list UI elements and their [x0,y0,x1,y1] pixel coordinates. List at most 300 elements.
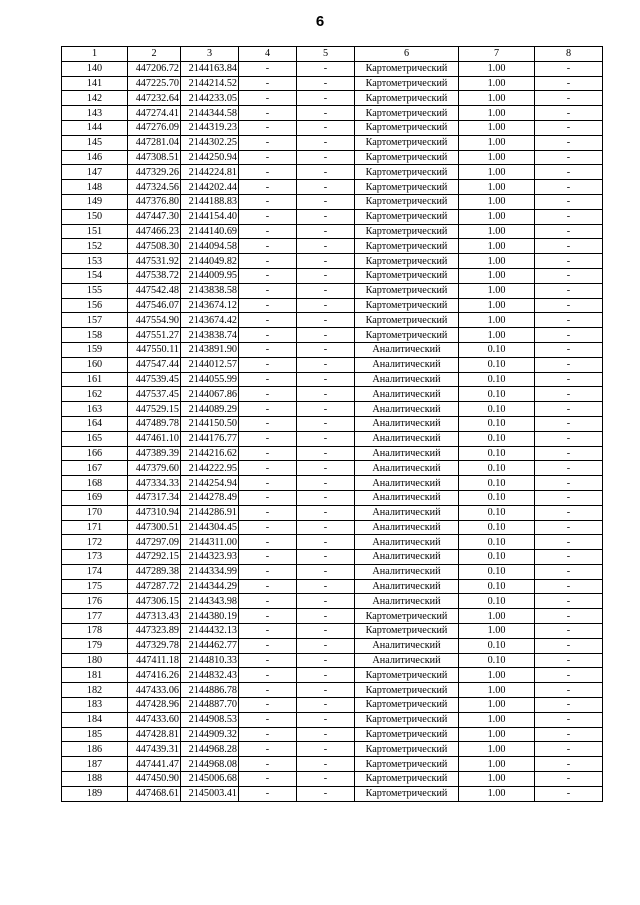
column-4-cell: - [239,535,297,550]
column-5-cell: - [297,609,355,624]
method-cell: Картометрический [355,313,459,328]
column-4-cell: - [239,579,297,594]
method-cell: Картометрический [355,224,459,239]
column-5-cell: - [297,594,355,609]
table-row [62,120,603,135]
x-coordinate-cell: 447508.30 [128,239,181,254]
column-4-cell: - [239,609,297,624]
x-coordinate-cell: 447297.09 [128,535,181,550]
y-coordinate-cell: 2144188.83 [181,194,239,209]
accuracy-cell: 1.00 [459,298,535,313]
table-body [62,61,603,801]
x-coordinate-cell: 447329.26 [128,165,181,180]
y-coordinate-cell: 2144968.28 [181,742,239,757]
x-coordinate-cell: 447538.72 [128,268,181,283]
y-coordinate-cell: 2143674.12 [181,298,239,313]
point-number-cell: 172 [62,535,128,550]
method-cell: Аналитический [355,564,459,579]
column-5-cell: - [297,268,355,283]
accuracy-cell: 1.00 [459,712,535,727]
column-5-cell: - [297,757,355,772]
column-5-cell: - [297,239,355,254]
column-4-cell: - [239,120,297,135]
method-cell: Картометрический [355,298,459,313]
table-row [62,786,603,801]
column-5-cell: - [297,476,355,491]
x-coordinate-cell: 447276.09 [128,120,181,135]
accuracy-cell: 0.10 [459,550,535,565]
y-coordinate-cell: 2144286.91 [181,505,239,520]
method-cell: Картометрический [355,91,459,106]
accuracy-cell: 1.00 [459,624,535,639]
x-coordinate-cell: 447551.27 [128,328,181,343]
method-cell: Картометрический [355,328,459,343]
point-number-cell: 177 [62,609,128,624]
column-8-cell: - [535,165,603,180]
x-coordinate-cell: 447313.43 [128,609,181,624]
x-coordinate-cell: 447300.51 [128,520,181,535]
column-8-cell: - [535,150,603,165]
column-8-cell: - [535,609,603,624]
column-8-cell: - [535,254,603,269]
column-8-cell: - [535,268,603,283]
point-number-cell: 143 [62,106,128,121]
column-4-cell: - [239,298,297,313]
point-number-cell: 184 [62,712,128,727]
method-cell: Аналитический [355,416,459,431]
table-row [62,490,603,505]
y-coordinate-cell: 2143838.58 [181,283,239,298]
column-5-cell: - [297,150,355,165]
accuracy-cell: 1.00 [459,757,535,772]
point-number-cell: 161 [62,372,128,387]
point-number-cell: 165 [62,431,128,446]
column-8-cell: - [535,342,603,357]
x-coordinate-cell: 447529.15 [128,402,181,417]
point-number-cell: 156 [62,298,128,313]
column-5-cell: - [297,653,355,668]
method-cell: Картометрический [355,786,459,801]
point-number-cell: 179 [62,638,128,653]
header-cell-5: 5 [297,47,355,62]
y-coordinate-cell: 2144214.52 [181,76,239,91]
table-row [62,668,603,683]
x-coordinate-cell: 447547.44 [128,357,181,372]
accuracy-cell: 1.00 [459,683,535,698]
column-5-cell: - [297,668,355,683]
table-row [62,61,603,76]
table-row [62,772,603,787]
y-coordinate-cell: 2143674.42 [181,313,239,328]
table-row [62,165,603,180]
x-coordinate-cell: 447232.64 [128,91,181,106]
column-4-cell: - [239,520,297,535]
x-coordinate-cell: 447289.38 [128,564,181,579]
column-5-cell: - [297,727,355,742]
y-coordinate-cell: 2144094.58 [181,239,239,254]
column-5-cell: - [297,786,355,801]
table-row [62,298,603,313]
table-row [62,638,603,653]
accuracy-cell: 1.00 [459,328,535,343]
accuracy-cell: 1.00 [459,76,535,91]
column-5-cell: - [297,298,355,313]
point-number-cell: 154 [62,268,128,283]
header-cell-7: 7 [459,47,535,62]
column-4-cell: - [239,106,297,121]
table-row [62,446,603,461]
method-cell: Картометрический [355,268,459,283]
column-4-cell: - [239,91,297,106]
column-8-cell: - [535,120,603,135]
y-coordinate-cell: 2144176.77 [181,431,239,446]
x-coordinate-cell: 447334.33 [128,476,181,491]
column-8-cell: - [535,535,603,550]
column-5-cell: - [297,683,355,698]
x-coordinate-cell: 447324.56 [128,180,181,195]
table-row [62,224,603,239]
column-8-cell: - [535,402,603,417]
column-8-cell: - [535,387,603,402]
x-coordinate-cell: 447433.60 [128,712,181,727]
column-4-cell: - [239,76,297,91]
column-4-cell: - [239,387,297,402]
column-5-cell: - [297,194,355,209]
point-number-cell: 152 [62,239,128,254]
column-5-cell: - [297,387,355,402]
accuracy-cell: 0.10 [459,594,535,609]
column-4-cell: - [239,446,297,461]
table-row [62,239,603,254]
column-5-cell: - [297,712,355,727]
page-number: 6 [315,13,325,30]
x-coordinate-cell: 447389.39 [128,446,181,461]
accuracy-cell: 0.10 [459,505,535,520]
accuracy-cell: 0.10 [459,416,535,431]
table-row [62,180,603,195]
method-cell: Аналитический [355,357,459,372]
column-4-cell: - [239,402,297,417]
method-cell: Аналитический [355,505,459,520]
method-cell: Картометрический [355,757,459,772]
point-number-cell: 168 [62,476,128,491]
y-coordinate-cell: 2143891.90 [181,342,239,357]
column-5-cell: - [297,120,355,135]
y-coordinate-cell: 2144462.77 [181,638,239,653]
method-cell: Картометрический [355,712,459,727]
accuracy-cell: 1.00 [459,224,535,239]
table-row [62,431,603,446]
accuracy-cell: 1.00 [459,61,535,76]
y-coordinate-cell: 2144323.93 [181,550,239,565]
point-number-cell: 159 [62,342,128,357]
column-4-cell: - [239,683,297,698]
accuracy-cell: 0.10 [459,461,535,476]
y-coordinate-cell: 2144163.84 [181,61,239,76]
table-row [62,76,603,91]
column-8-cell: - [535,372,603,387]
column-4-cell: - [239,357,297,372]
x-coordinate-cell: 447225.70 [128,76,181,91]
column-5-cell: - [297,180,355,195]
column-8-cell: - [535,653,603,668]
column-5-cell: - [297,106,355,121]
point-number-cell: 157 [62,313,128,328]
y-coordinate-cell: 2144319.23 [181,120,239,135]
table-row [62,150,603,165]
column-8-cell: - [535,712,603,727]
method-cell: Картометрический [355,772,459,787]
accuracy-cell: 0.10 [459,579,535,594]
point-number-cell: 182 [62,683,128,698]
table-row [62,742,603,757]
method-cell: Картометрический [355,609,459,624]
accuracy-cell: 1.00 [459,165,535,180]
table-row [62,757,603,772]
column-4-cell: - [239,461,297,476]
column-8-cell: - [535,550,603,565]
method-cell: Аналитический [355,579,459,594]
column-8-cell: - [535,757,603,772]
method-cell: Аналитический [355,476,459,491]
header-cell-8: 8 [535,47,603,62]
column-4-cell: - [239,313,297,328]
header-row [62,47,603,62]
table-header [62,47,603,62]
column-8-cell: - [535,106,603,121]
method-cell: Аналитический [355,535,459,550]
method-cell: Картометрический [355,76,459,91]
column-5-cell: - [297,357,355,372]
accuracy-cell: 1.00 [459,106,535,121]
column-5-cell: - [297,624,355,639]
column-5-cell: - [297,638,355,653]
accuracy-cell: 1.00 [459,150,535,165]
accuracy-cell: 1.00 [459,786,535,801]
table-row [62,505,603,520]
table-row [62,357,603,372]
accuracy-cell: 1.00 [459,742,535,757]
column-5-cell: - [297,224,355,239]
x-coordinate-cell: 447433.06 [128,683,181,698]
point-number-cell: 187 [62,757,128,772]
point-number-cell: 166 [62,446,128,461]
point-number-cell: 169 [62,490,128,505]
method-cell: Картометрический [355,209,459,224]
table-row [62,579,603,594]
accuracy-cell: 1.00 [459,209,535,224]
y-coordinate-cell: 2144344.58 [181,106,239,121]
column-8-cell: - [535,594,603,609]
table-row [62,712,603,727]
column-4-cell: - [239,757,297,772]
column-5-cell: - [297,520,355,535]
column-8-cell: - [535,298,603,313]
table-row [62,683,603,698]
column-8-cell: - [535,76,603,91]
table-row [62,416,603,431]
y-coordinate-cell: 2144334.99 [181,564,239,579]
method-cell: Аналитический [355,431,459,446]
x-coordinate-cell: 447428.96 [128,698,181,713]
accuracy-cell: 0.10 [459,402,535,417]
method-cell: Картометрический [355,283,459,298]
column-4-cell: - [239,624,297,639]
column-8-cell: - [535,461,603,476]
column-5-cell: - [297,402,355,417]
point-number-cell: 186 [62,742,128,757]
y-coordinate-cell: 2144344.29 [181,579,239,594]
y-coordinate-cell: 2144968.08 [181,757,239,772]
method-cell: Картометрический [355,698,459,713]
x-coordinate-cell: 447306.15 [128,594,181,609]
table-row [62,387,603,402]
column-8-cell: - [535,624,603,639]
x-coordinate-cell: 447537.45 [128,387,181,402]
column-4-cell: - [239,727,297,742]
y-coordinate-cell: 2144908.53 [181,712,239,727]
point-number-cell: 183 [62,698,128,713]
method-cell: Аналитический [355,653,459,668]
point-number-cell: 170 [62,505,128,520]
column-5-cell: - [297,135,355,150]
column-5-cell: - [297,461,355,476]
column-5-cell: - [297,342,355,357]
table-row [62,476,603,491]
column-4-cell: - [239,209,297,224]
x-coordinate-cell: 447428.81 [128,727,181,742]
table-row [62,342,603,357]
column-8-cell: - [535,490,603,505]
point-number-cell: 150 [62,209,128,224]
column-4-cell: - [239,342,297,357]
x-coordinate-cell: 447439.31 [128,742,181,757]
column-8-cell: - [535,313,603,328]
point-number-cell: 171 [62,520,128,535]
accuracy-cell: 0.10 [459,342,535,357]
y-coordinate-cell: 2144832.43 [181,668,239,683]
column-5-cell: - [297,328,355,343]
y-coordinate-cell: 2144224.81 [181,165,239,180]
header-cell-1: 1 [62,47,128,62]
y-coordinate-cell: 2144343.98 [181,594,239,609]
point-number-cell: 153 [62,254,128,269]
method-cell: Картометрический [355,727,459,742]
column-8-cell: - [535,638,603,653]
column-5-cell: - [297,446,355,461]
method-cell: Аналитический [355,638,459,653]
column-5-cell: - [297,61,355,76]
column-4-cell: - [239,224,297,239]
method-cell: Картометрический [355,61,459,76]
column-8-cell: - [535,727,603,742]
column-5-cell: - [297,579,355,594]
method-cell: Картометрический [355,106,459,121]
x-coordinate-cell: 447317.34 [128,490,181,505]
point-number-cell: 142 [62,91,128,106]
point-number-cell: 162 [62,387,128,402]
x-coordinate-cell: 447323.89 [128,624,181,639]
method-cell: Картометрический [355,239,459,254]
y-coordinate-cell: 2144311.00 [181,535,239,550]
y-coordinate-cell: 2144909.32 [181,727,239,742]
column-8-cell: - [535,579,603,594]
column-5-cell: - [297,505,355,520]
x-coordinate-cell: 447546.07 [128,298,181,313]
column-4-cell: - [239,476,297,491]
column-8-cell: - [535,505,603,520]
column-4-cell: - [239,61,297,76]
point-number-cell: 180 [62,653,128,668]
column-4-cell: - [239,431,297,446]
y-coordinate-cell: 2144233.05 [181,91,239,106]
table-row [62,268,603,283]
column-8-cell: - [535,446,603,461]
x-coordinate-cell: 447376.80 [128,194,181,209]
method-cell: Аналитический [355,446,459,461]
x-coordinate-cell: 447554.90 [128,313,181,328]
y-coordinate-cell: 2144202.44 [181,180,239,195]
method-cell: Картометрический [355,194,459,209]
method-cell: Картометрический [355,624,459,639]
accuracy-cell: 0.10 [459,357,535,372]
table-row [62,535,603,550]
y-coordinate-cell: 2144887.70 [181,698,239,713]
point-number-cell: 174 [62,564,128,579]
y-coordinate-cell: 2144154.40 [181,209,239,224]
y-coordinate-cell: 2144250.94 [181,150,239,165]
table-row [62,106,603,121]
method-cell: Аналитический [355,594,459,609]
accuracy-cell: 0.10 [459,535,535,550]
y-coordinate-cell: 2145006.68 [181,772,239,787]
x-coordinate-cell: 447287.72 [128,579,181,594]
method-cell: Картометрический [355,120,459,135]
accuracy-cell: 1.00 [459,91,535,106]
point-number-cell: 146 [62,150,128,165]
column-8-cell: - [535,668,603,683]
y-coordinate-cell: 2144049.82 [181,254,239,269]
y-coordinate-cell: 2144216.62 [181,446,239,461]
table-row [62,372,603,387]
column-4-cell: - [239,772,297,787]
accuracy-cell: 1.00 [459,772,535,787]
table-row [62,564,603,579]
column-4-cell: - [239,550,297,565]
method-cell: Аналитический [355,490,459,505]
accuracy-cell: 0.10 [459,476,535,491]
column-4-cell: - [239,594,297,609]
accuracy-cell: 1.00 [459,698,535,713]
point-number-cell: 178 [62,624,128,639]
point-number-cell: 141 [62,76,128,91]
x-coordinate-cell: 447461.10 [128,431,181,446]
x-coordinate-cell: 447447.30 [128,209,181,224]
point-number-cell: 181 [62,668,128,683]
header-cell-6: 6 [355,47,459,62]
method-cell: Картометрический [355,180,459,195]
column-8-cell: - [535,698,603,713]
y-coordinate-cell: 2144810.33 [181,653,239,668]
column-5-cell: - [297,283,355,298]
table-row [62,653,603,668]
column-8-cell: - [535,476,603,491]
point-number-cell: 140 [62,61,128,76]
method-cell: Картометрический [355,135,459,150]
column-5-cell: - [297,416,355,431]
column-4-cell: - [239,194,297,209]
column-8-cell: - [535,520,603,535]
